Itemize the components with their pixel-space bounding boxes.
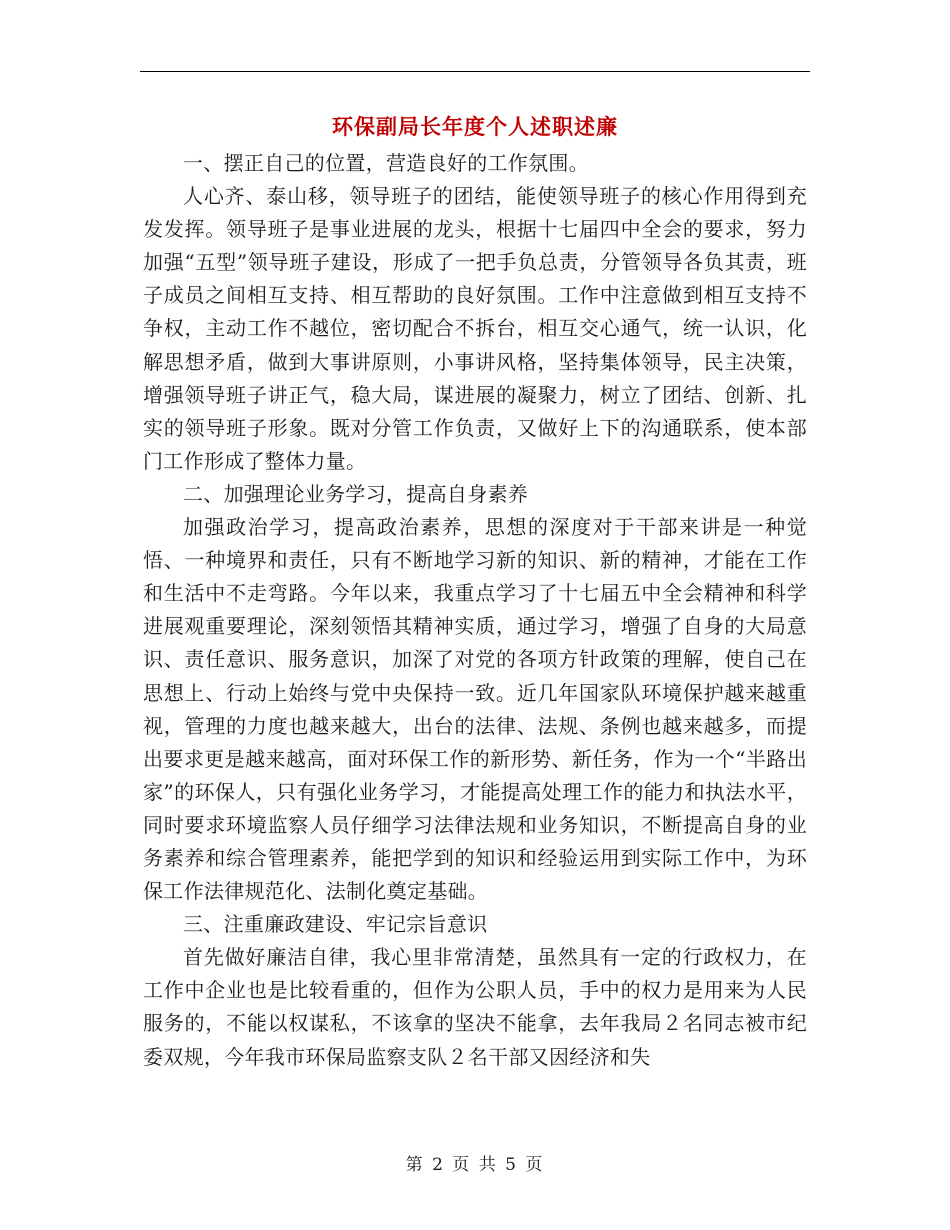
section-heading-3: 三、注重廉政建设、牢记宗旨意识 bbox=[183, 912, 488, 937]
header-rule bbox=[140, 71, 810, 72]
section-paragraph-3: 首先做好廉洁自律，我心里非常清楚，虽然具有一定的行政权力，在工作中企业也是比较看重的，但作为公职人员，手中的权力是用来为人民服务的，不能以权谋私，不该拿的坚决不能拿，去年我局２名同志被市纪委双规，今年我市环保局监察支队２名干部又因经济和失 bbox=[143, 945, 807, 1069]
section-paragraph-1: 人心齐、泰山移，领导班子的团结，能使领导班子的核心作用得到充发发挥。领导班子是事业进展的龙头，根据十七届四中全会的要求，努力加强“五型”领导班子建设，形成了一把手负总责，分管领导各负其责，班子成员之间相互支持、相互帮助的良好氛围。工作中注意做到相互支持不争权，主动工作不越位，密切配合不拆台，相互交心通气，统一认识，化解思想矛盾，做到大事讲原则，小事讲风格，坚持集体领导，民主决策，增强领导班子讲正气，稳大局，谋进展的凝聚力，树立了团结、创新、扎实的领导班子形象。既对分管工作负责，又做好上下的沟通联系，使本部门工作形成了整体力量。 bbox=[143, 184, 807, 473]
document-body bbox=[143, 147, 807, 1074]
section-heading-2: 二、加强理论业务学习，提高自身素养 bbox=[183, 481, 529, 506]
section-paragraph-2: 加强政治学习，提高政治素养，思想的深度对于干部来讲是一种觉悟、一种境界和责任，只有不断地学习新的知识、新的精神，才能在工作和生活中不走弯路。今年以来，我重点学习了十七届五中全会精神和科学进展观重要理论，深刻领悟其精神实质，通过学习，增强了自身的大局意识、责任意识、服务意识，加深了对党的各项方针政策的理解，使自己在思想上、行动上始终与党中央保持一致。近几年国家队环境保护越来越重视，管理的力度也越来越大，出台的法律、法规、条例也越来越多，而提出要求更是越来越高，面对环保工作的新形势、新任务，作为一个“半路出家”的环保人，只有强化业务学习，才能提高处理工作的能力和执法水平，同时要求环境监察人员仔细学习法律法规和业务知识，不断提高自身的业务素养和综合管理素养，能把学到的知识和经验运用到实际工作中，为环保工作法律规范化、法制化奠定基础。 bbox=[143, 515, 807, 904]
section-heading-1: 一、摆正自己的位置，营造良好的工作氛围。 bbox=[183, 151, 589, 175]
page-number-footer: 第 2 页 共 5 页 bbox=[405, 1155, 545, 1175]
document-title: 环保副局长年度个人述职述廉 bbox=[332, 114, 618, 139]
